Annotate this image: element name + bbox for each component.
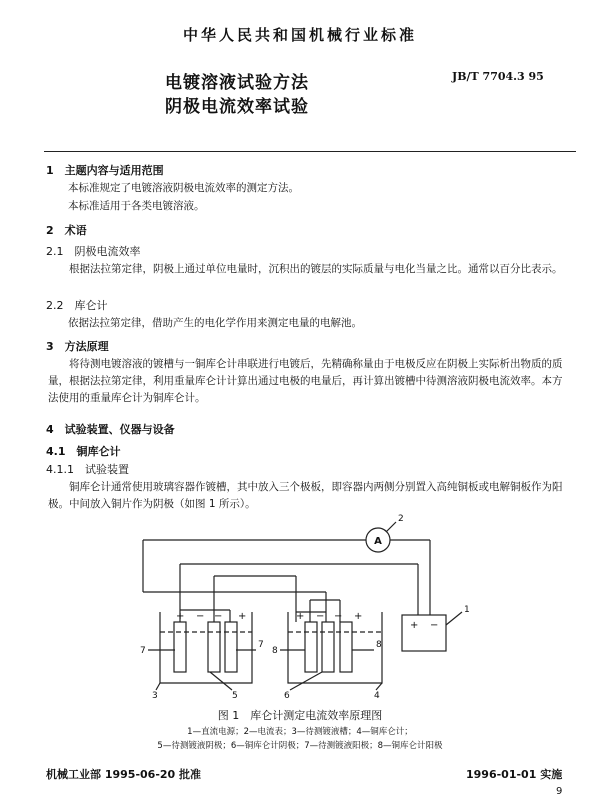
sign-plus-2: +	[238, 611, 247, 622]
sign-minus-2: −	[214, 611, 223, 622]
callout-1: 1	[464, 605, 470, 615]
section-1-paragraph-1: 本标准规定了电镀溶液阴极电流效率的测定方法。	[68, 182, 299, 194]
sign-plus-3: +	[296, 611, 305, 622]
section-3-heading: 3 方法原理	[46, 340, 109, 353]
callout-5: 5	[232, 691, 238, 701]
section-2-1-text: 根据法拉第定律，阴极上通过单位电量时，沉积出的镀层的实际质量与电化当量之比。通常以百分比表示。	[69, 263, 563, 275]
sign-plus-1: +	[176, 611, 185, 622]
section-1-paragraph-2: 本标准适用于各类电镀溶液。	[68, 200, 205, 212]
document-title-line2: 阴极电流效率试验	[165, 97, 309, 117]
sign-minus-1: −	[196, 611, 205, 622]
section-2-heading: 2 术语	[46, 224, 87, 237]
sign-minus-4: −	[334, 611, 343, 622]
section-2-1-heading: 2.1 阴极电流效率	[46, 245, 141, 258]
section-2-2-text: 依据法拉第定律，借助产生的电化学作用来测定电量的电解池。	[68, 317, 362, 329]
figure-1-legend-line-2: 5—待测镀液阴极；6—铜库仑计阴极；7—待测镀液阳极；8—铜库仑计阳极	[157, 741, 443, 751]
figure-1-caption: 图 1 库仑计测定电流效率原理图	[217, 709, 383, 722]
section-4-heading: 4 试验装置、仪器与设备	[46, 423, 175, 436]
sign-plus-4: +	[354, 611, 363, 622]
callout-4: 4	[374, 691, 380, 701]
ammeter-label: A	[374, 536, 382, 547]
document-title-line1: 电镀溶液试验方法	[165, 73, 309, 93]
figure-1-legend-line-1: 1—直流电源；2—电流表；3—待测镀液槽；4—铜库仑计；	[187, 727, 413, 737]
power-minus-sign: −	[430, 620, 439, 631]
section-1-heading: 1 主题内容与适用范围	[46, 164, 164, 177]
sign-minus-3: −	[316, 611, 325, 622]
callout-7-right: 7	[258, 640, 264, 650]
section-4-1-heading: 4.1 铜库仑计	[46, 445, 121, 458]
section-3-text: 将待测电镀溶液的镀槽与一铜库仑计串联进行电镀后，先精确称量由于电极反应在阴极上实际析出物质的质量，根据法拉第定律，利用重量库仑计计算出通过电极的电量后，再计算出镀槽中待测溶液阴极电流效率。本方法使用的重量库仑计为铜库仑计。	[48, 358, 563, 404]
page-number: 9	[556, 786, 563, 797]
footer-implemented: 1996-01-01 实施	[466, 768, 563, 781]
callout-7-left: 7	[140, 646, 146, 656]
callout-8-right: 8	[376, 640, 382, 650]
standard-org-header: 中华人民共和国机械行业标准	[182, 26, 417, 44]
section-2-2-heading: 2.2 库仑计	[46, 299, 108, 312]
section-4-1-1-text: 铜库仑计通常使用玻璃容器作镀槽，其中放入三个极板，即容器内两侧分别置入高纯铜板或电解铜板作为阳极。中间放入铜片作为阴极（如图 1 所示）。	[48, 481, 563, 510]
standard-number: JB/T 7704.3 95	[452, 70, 544, 83]
callout-8-left: 8	[272, 646, 278, 656]
callout-2: 2	[398, 514, 404, 524]
callout-3: 3	[152, 691, 158, 701]
callout-6: 6	[284, 691, 290, 701]
footer-issued: 机械工业部 1995-06-20 批准	[46, 768, 202, 781]
power-plus-sign: +	[410, 620, 419, 631]
section-4-1-1-heading: 4.1.1 试验装置	[46, 463, 129, 476]
